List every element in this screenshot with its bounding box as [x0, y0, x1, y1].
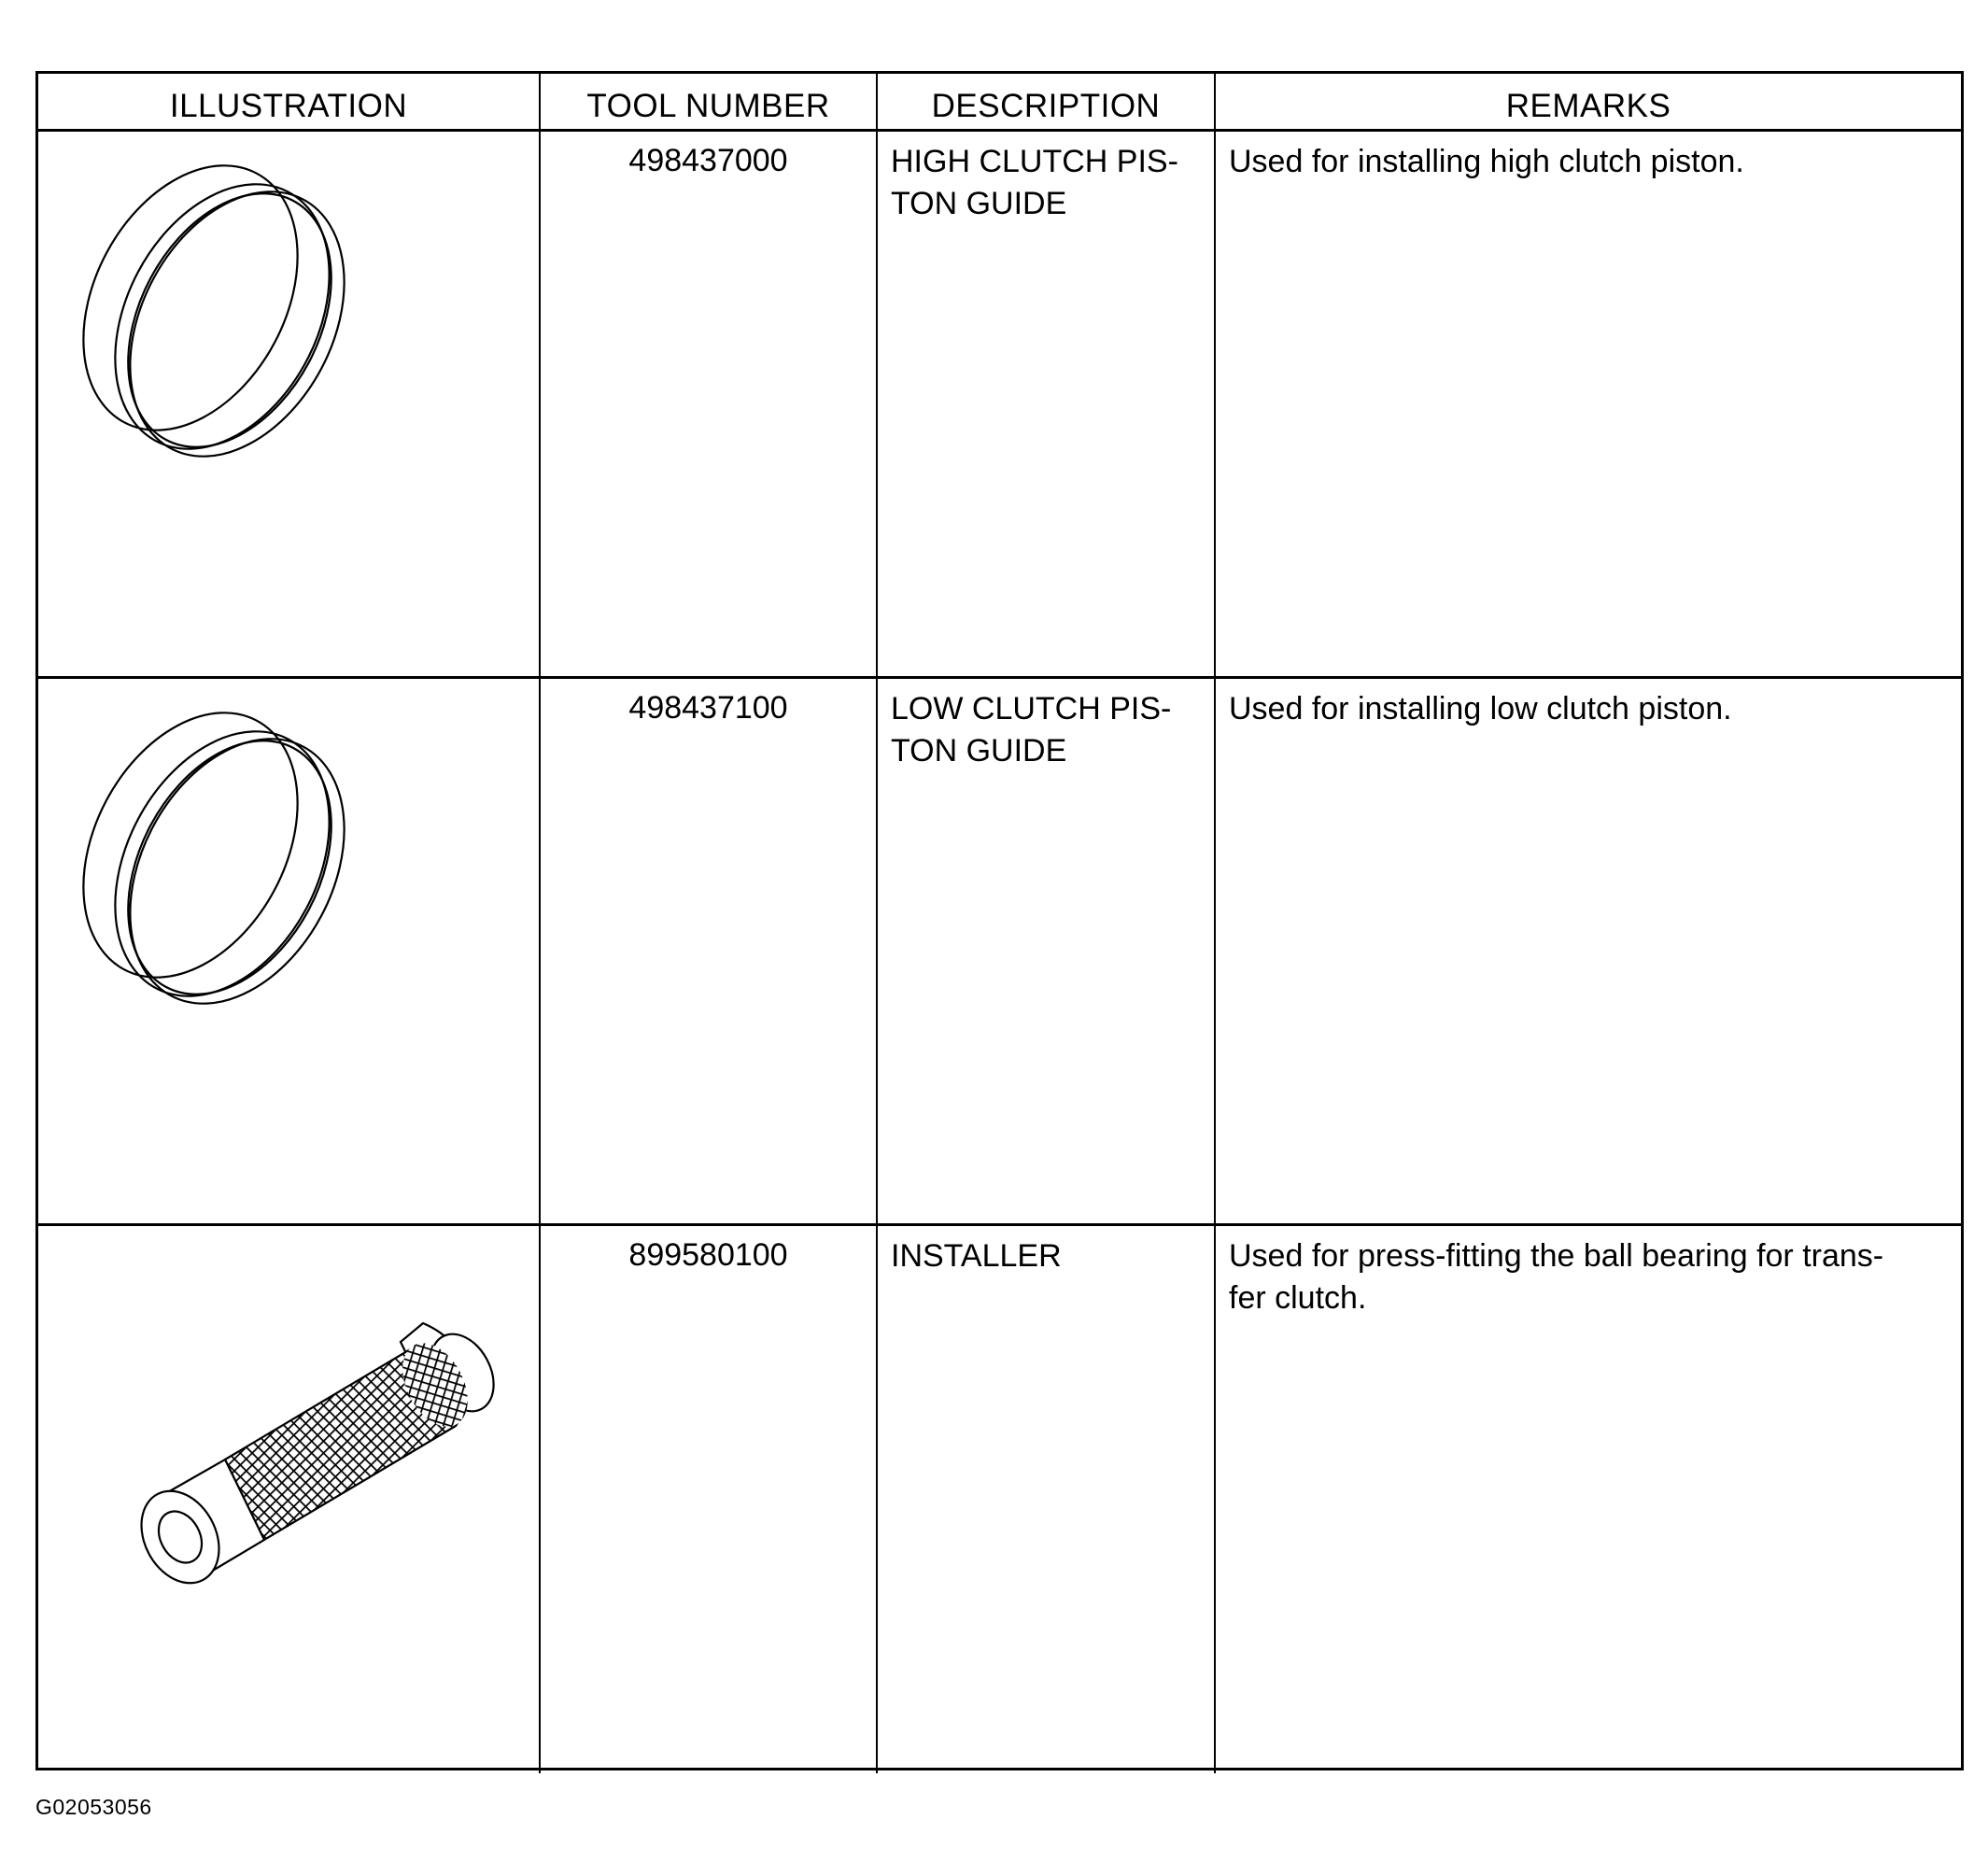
header-remarks: REMARKS — [1505, 88, 1671, 124]
table-row — [38, 132, 1961, 679]
illustration-cell — [38, 679, 541, 1223]
tool-description: HIGH CLUTCH PIS- TON GUIDE — [878, 132, 1216, 676]
ring-guide-icon — [38, 679, 539, 1226]
header-illustration: ILLUSTRATION — [38, 74, 541, 129]
header-tool-number: TOOL NUMBER — [541, 74, 878, 129]
illustration-cell — [38, 132, 541, 676]
figure-code: G02053056 — [35, 1795, 152, 1819]
tool-number: 498437000 — [541, 132, 878, 676]
tool-remarks: Used for installing low clutch piston. — [1229, 691, 1732, 726]
tool-description: LOW CLUTCH PIS- TON GUIDE — [878, 679, 1216, 1223]
tool-table — [35, 71, 1964, 1770]
knurled-installer-icon — [38, 1226, 539, 1768]
tool-number: 498437100 — [541, 679, 878, 1223]
ring-guide-icon — [38, 132, 539, 679]
illustration-cell — [38, 1226, 541, 1773]
tool-remarks: Used for press-fitting the ball bearing for trans- fer clutch. — [1229, 1238, 1884, 1316]
tool-number: 899580100 — [541, 1226, 878, 1773]
table-row — [38, 679, 1961, 1226]
header-description: DESCRIPTION — [878, 74, 1216, 129]
table-row — [38, 1226, 1961, 1773]
tool-remarks: Used for installing high clutch piston. — [1229, 144, 1744, 179]
tool-description: INSTALLER — [878, 1226, 1216, 1773]
table-header-row — [38, 74, 1961, 132]
